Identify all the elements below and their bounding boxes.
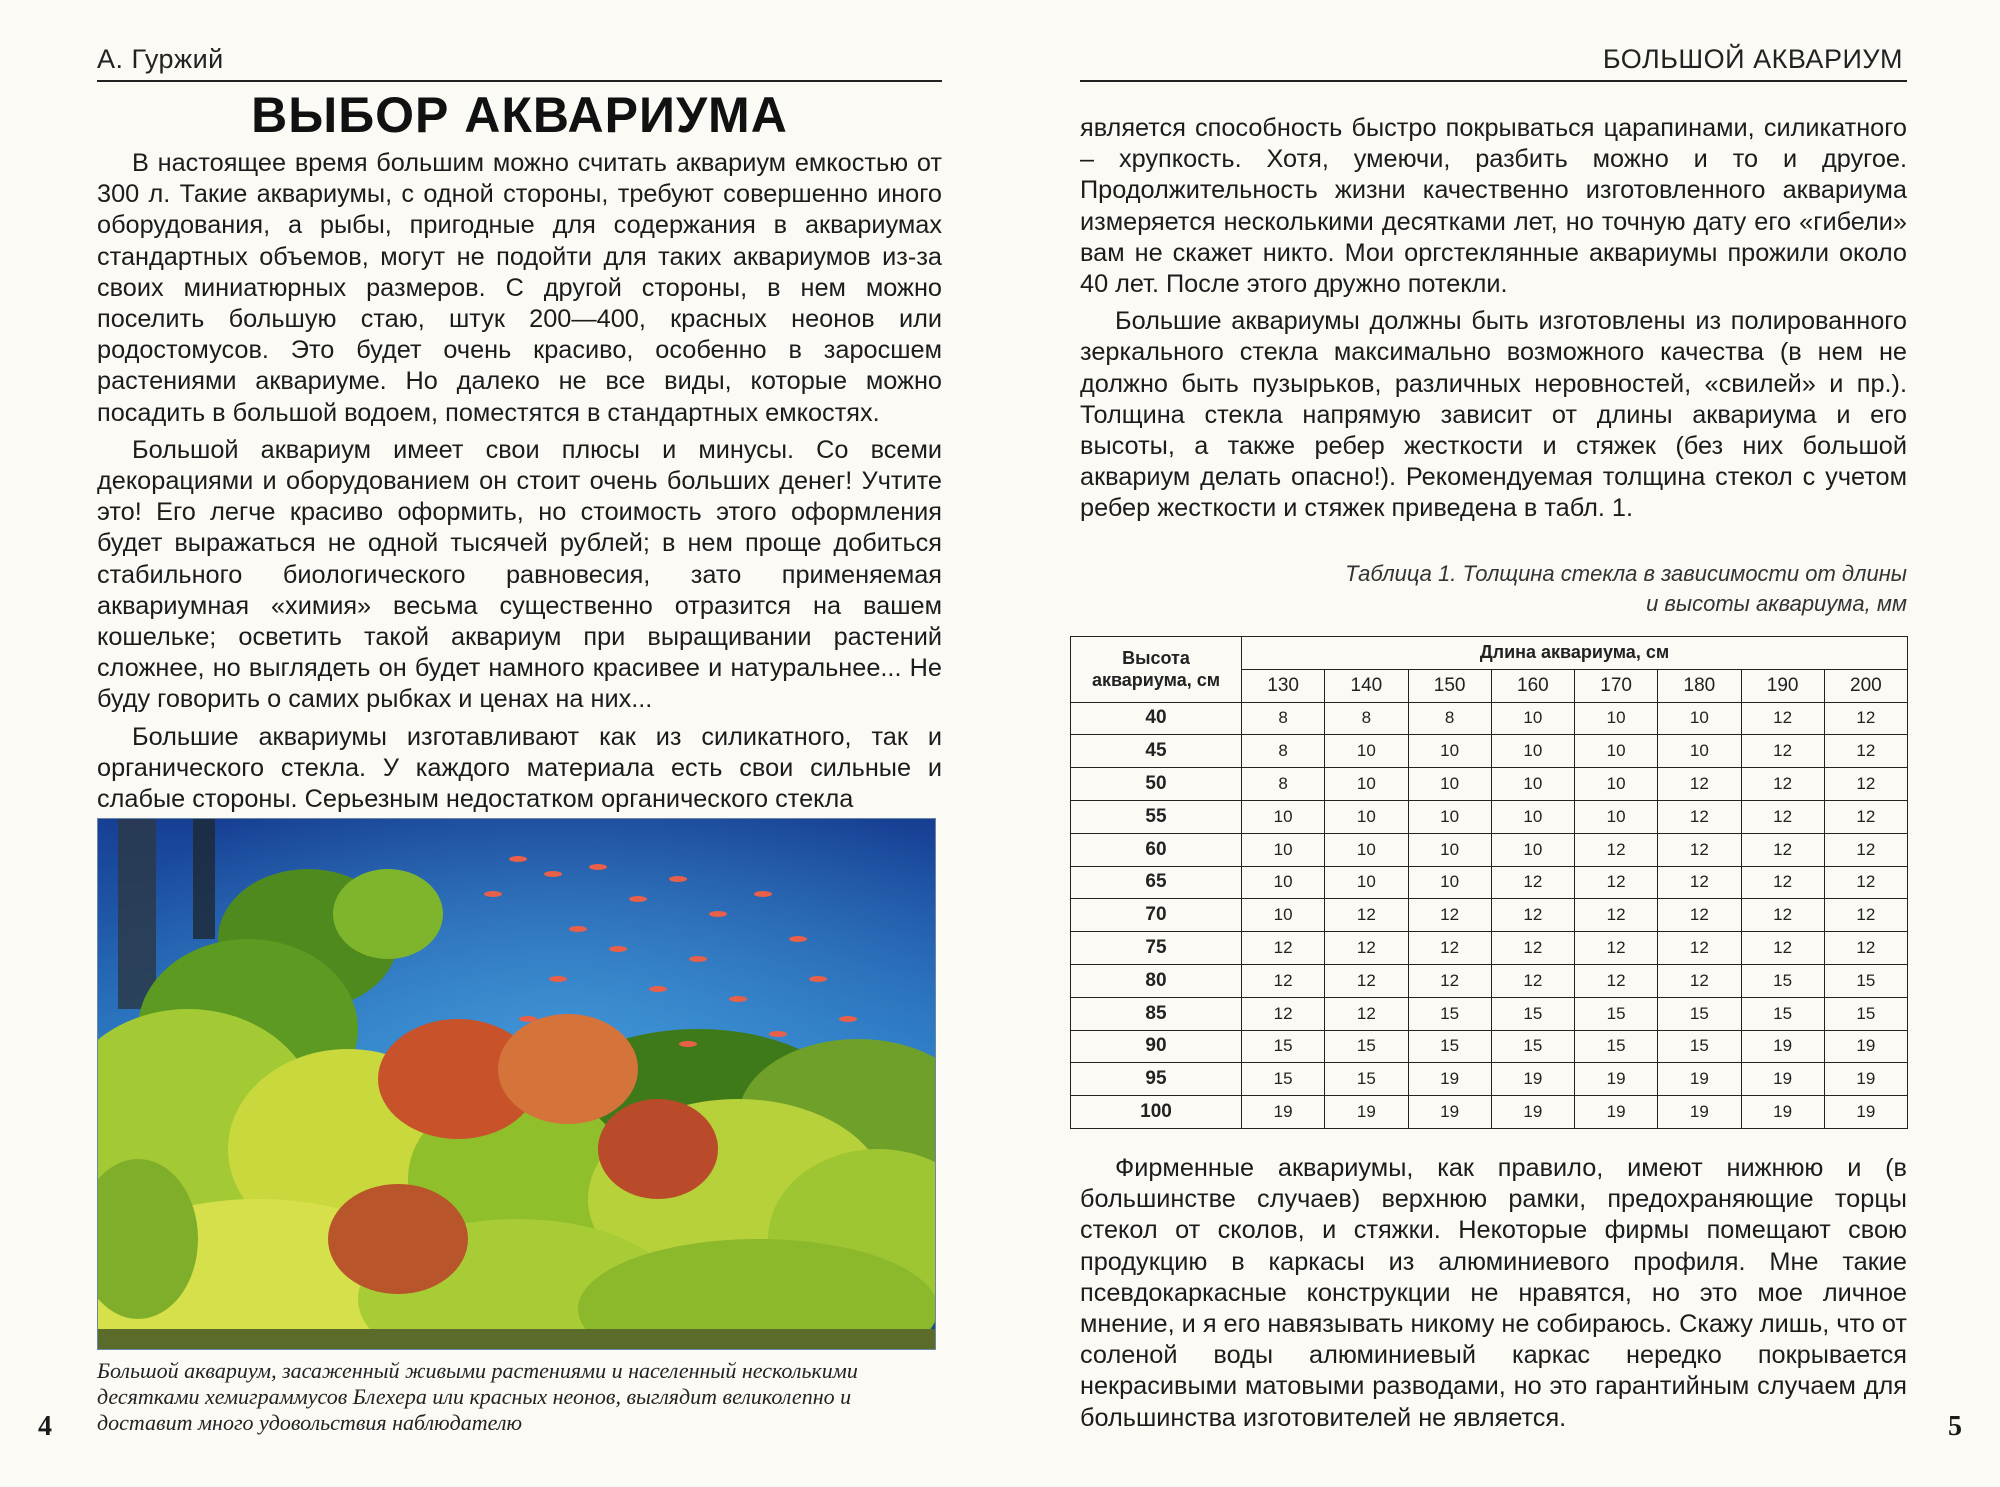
thickness-cell: 12 xyxy=(1242,997,1325,1030)
thickness-cell: 15 xyxy=(1242,1063,1325,1096)
height-cell: 65 xyxy=(1071,866,1242,899)
height-cell: 45 xyxy=(1071,735,1242,768)
thickness-cell: 15 xyxy=(1741,964,1824,997)
thickness-cell: 10 xyxy=(1325,866,1408,899)
thickness-cell: 10 xyxy=(1242,866,1325,899)
height-cell: 40 xyxy=(1071,702,1242,735)
thickness-cell: 12 xyxy=(1325,932,1408,965)
table-corner-header: Высота аквариума, см xyxy=(1071,637,1242,703)
thickness-cell: 19 xyxy=(1658,1063,1741,1096)
thickness-cell: 10 xyxy=(1491,702,1574,735)
thickness-cell: 12 xyxy=(1658,899,1741,932)
aquarium-photo xyxy=(97,818,936,1350)
thickness-cell: 19 xyxy=(1658,1096,1741,1129)
thickness-cell: 15 xyxy=(1658,997,1741,1030)
right-page xyxy=(1000,0,2000,1487)
height-cell: 90 xyxy=(1071,1030,1242,1063)
thickness-cell: 10 xyxy=(1575,702,1658,735)
filter-pipe xyxy=(118,819,156,1009)
thickness-cell: 12 xyxy=(1741,866,1824,899)
length-header-cell: 190 xyxy=(1741,669,1824,702)
thickness-cell: 12 xyxy=(1491,964,1574,997)
thickness-cell: 12 xyxy=(1325,899,1408,932)
thickness-cell: 15 xyxy=(1491,1030,1574,1063)
thickness-cell: 10 xyxy=(1242,833,1325,866)
thickness-cell: 10 xyxy=(1658,735,1741,768)
thickness-cell: 12 xyxy=(1658,833,1741,866)
thickness-cell: 12 xyxy=(1824,866,1907,899)
thickness-cell: 8 xyxy=(1242,702,1325,735)
height-cell: 50 xyxy=(1071,768,1242,801)
thickness-cell: 10 xyxy=(1491,800,1574,833)
length-header-cell: 160 xyxy=(1491,669,1574,702)
running-head-section: БОЛЬШОЙ АКВАРИУМ xyxy=(1602,44,1903,74)
table-row xyxy=(1071,768,1908,801)
thickness-cell: 12 xyxy=(1242,964,1325,997)
running-head-author: А. Гуржий xyxy=(97,44,224,74)
height-cell: 55 xyxy=(1071,800,1242,833)
length-header-cell: 200 xyxy=(1824,669,1907,702)
thickness-cell: 12 xyxy=(1325,964,1408,997)
thickness-cell: 8 xyxy=(1325,702,1408,735)
thickness-cell: 15 xyxy=(1658,1030,1741,1063)
height-cell: 85 xyxy=(1071,997,1242,1030)
page-number: 5 xyxy=(1948,1411,1962,1442)
thickness-cell: 15 xyxy=(1242,1030,1325,1063)
thickness-cell: 12 xyxy=(1824,800,1907,833)
thickness-cell: 10 xyxy=(1408,866,1491,899)
page-number: 4 xyxy=(38,1411,52,1442)
height-cell: 70 xyxy=(1071,899,1242,932)
thickness-cell: 12 xyxy=(1658,964,1741,997)
thickness-cell: 10 xyxy=(1491,768,1574,801)
thickness-cell: 12 xyxy=(1741,768,1824,801)
table-caption xyxy=(1080,559,1907,619)
thickness-cell: 15 xyxy=(1824,997,1907,1030)
thickness-cell: 12 xyxy=(1575,964,1658,997)
paragraph: является способность быстро покрываться царапинами, силикатного – хрупкость. Хотя, умеючи, разбить можно и то и другое. Продолжительность жизни качественно изготовленного аквариума измеряется несколькими десятками лет, но точную дату его «гибели» вам не скажет никто. Мои оргстеклянные аквариумы прожили около 40 лет. После этого дружно потекли. xyxy=(1080,114,1907,299)
height-cell: 60 xyxy=(1071,833,1242,866)
thickness-cell: 19 xyxy=(1824,1030,1907,1063)
thickness-cell: 12 xyxy=(1741,702,1824,735)
thickness-cell: 15 xyxy=(1741,997,1824,1030)
thickness-cell: 12 xyxy=(1824,735,1907,768)
thickness-cell: 12 xyxy=(1824,932,1907,965)
thickness-cell: 12 xyxy=(1741,800,1824,833)
table-row xyxy=(1071,899,1908,932)
right-body-text-top xyxy=(1080,113,1907,531)
table-caption-line: и высоты аквариума, мм xyxy=(1646,591,1907,616)
thickness-cell: 10 xyxy=(1408,768,1491,801)
table-row xyxy=(1071,833,1908,866)
thickness-cell: 12 xyxy=(1658,800,1741,833)
table-row xyxy=(1071,800,1908,833)
thickness-cell: 19 xyxy=(1491,1096,1574,1129)
length-header-cell: 180 xyxy=(1658,669,1741,702)
thickness-cell: 12 xyxy=(1491,932,1574,965)
table-row xyxy=(1071,1030,1908,1063)
thickness-cell: 10 xyxy=(1242,899,1325,932)
thickness-cell: 12 xyxy=(1658,866,1741,899)
left-body-text xyxy=(97,148,942,821)
paragraph: Большой аквариум имеет свои плюсы и минусы. Со всеми декорациями и оборудованием он стоит очень больших денег! Учтите это! Его легче красиво оформить, но стоимость этого оформления будет выражаться не одной тысячей рублей; в нем проще добиться стабильного биологического равновесия, зато применяемая аквариумная «химия» весьма существенно отразится на вашем кошельке; осветить такой аквариум при выращивании растений сложнее, но выглядеть он будет намного красивее и натуральнее... Не буду говорить о самих рыбках и ценах на них... xyxy=(97,435,942,714)
thickness-cell: 12 xyxy=(1408,964,1491,997)
thickness-cell: 19 xyxy=(1408,1096,1491,1129)
thickness-cell: 12 xyxy=(1575,833,1658,866)
table-row xyxy=(1071,702,1908,735)
thickness-cell: 8 xyxy=(1242,735,1325,768)
thickness-cell: 12 xyxy=(1824,899,1907,932)
thickness-cell: 12 xyxy=(1741,735,1824,768)
thickness-cell: 12 xyxy=(1658,932,1741,965)
thickness-cell: 12 xyxy=(1824,702,1907,735)
length-header-cell: 170 xyxy=(1575,669,1658,702)
thickness-cell: 19 xyxy=(1741,1063,1824,1096)
table-row xyxy=(1071,932,1908,965)
length-header-cell: 140 xyxy=(1325,669,1408,702)
table-row xyxy=(1071,997,1908,1030)
thickness-cell: 10 xyxy=(1242,800,1325,833)
thickness-cell: 15 xyxy=(1408,997,1491,1030)
right-body-text-bottom xyxy=(1080,1153,1907,1440)
paragraph: Большие аквариумы должны быть изготовлены из полированного зеркального стекла максимально возможного качества (в нем не должно быть пузырьков, различных неровностей, «свилей» и пр.). Толщина стекла напрямую зависит от длины аквариума и его высоты, а также ребер жесткости и стяжек (без них большой аквариум делать опасно!). Рекомендуемая толщина стекол с учетом ребер жесткости и стяжек приведена в табл. 1. xyxy=(1080,307,1907,523)
thickness-cell: 12 xyxy=(1491,866,1574,899)
table-length-header: Длина аквариума, см xyxy=(1242,637,1908,670)
paragraph: Большие аквариумы изготавливают как из силикатного, так и органического стекла. У каждого материала есть свои сильные и слабые стороны. Серьезным недостатком органического стекла xyxy=(97,722,942,814)
thickness-cell: 12 xyxy=(1741,932,1824,965)
thickness-cell: 15 xyxy=(1824,964,1907,997)
thickness-cell: 19 xyxy=(1824,1063,1907,1096)
thickness-cell: 10 xyxy=(1658,702,1741,735)
paragraph: В настоящее время большим можно считать аквариум емкостью от 300 л. Такие аквариумы, с одной стороны, требуют совершенно иного оборудования, а рыбы, пригодные для содержания в аквариумах стандартных объемов, могут не подойти для таких аквариумов из-за своих миниатюрных размеров. С другой стороны, в нем можно поселить большую стаю, штук 200—400, красных неонов или родостомусов. Это будет очень красиво, особенно в заросшем растениями аквариуме. Но далеко не все виды, которые можно посадить в большой водоем, поместятся в стандартных емкостях. xyxy=(97,149,942,427)
header-rule xyxy=(1080,80,1907,82)
thickness-cell: 12 xyxy=(1408,932,1491,965)
paragraph: Фирменные аквариумы, как правило, имеют нижнюю и (в большинстве случаев) верхнюю рамки, предохраняющие торцы стекол от сколов, и стяжки. Некоторые фирмы помещают свою продукцию в каркасы из алюминиевого профиля. Мне такие псевдокаркасные конструкции не нравятся, но это мое личное мнение, и я его навязывать никому не собираюсь. Скажу лишь, что от соленой воды алюминиевый каркас нередко покрывается некрасивыми матовыми разводами, но это гарантийным случаем для большинства изготовителей не является. xyxy=(1080,1154,1908,1432)
height-cell: 80 xyxy=(1071,964,1242,997)
glass-thickness-table xyxy=(1070,636,1908,1129)
thickness-cell: 19 xyxy=(1242,1096,1325,1129)
thickness-cell: 12 xyxy=(1575,866,1658,899)
chapter-title: ВЫБОР АКВАРИУМА xyxy=(251,87,788,143)
header-rule xyxy=(97,80,942,82)
thickness-cell: 12 xyxy=(1408,899,1491,932)
thickness-cell: 15 xyxy=(1491,997,1574,1030)
thickness-cell: 10 xyxy=(1575,800,1658,833)
thickness-cell: 10 xyxy=(1325,768,1408,801)
thickness-cell: 19 xyxy=(1325,1096,1408,1129)
thickness-cell: 10 xyxy=(1325,735,1408,768)
thickness-cell: 10 xyxy=(1408,800,1491,833)
thickness-cell: 19 xyxy=(1575,1063,1658,1096)
aquarium-illustration xyxy=(98,819,935,1349)
thickness-cell: 12 xyxy=(1491,899,1574,932)
photo-caption: Большой аквариум, засаженный живыми растениями и населенный несколькими десятками хемиграммусов Блехера или красных неонов, выглядит великолепно и доставит много удовольствия наблюдателю xyxy=(97,1358,858,1435)
thickness-cell: 8 xyxy=(1242,768,1325,801)
thickness-cell: 12 xyxy=(1824,833,1907,866)
thickness-cell: 19 xyxy=(1491,1063,1574,1096)
thickness-cell: 10 xyxy=(1491,735,1574,768)
thickness-cell: 12 xyxy=(1575,899,1658,932)
table-row xyxy=(1071,1063,1908,1096)
thickness-cell: 10 xyxy=(1575,735,1658,768)
thickness-cell: 12 xyxy=(1824,768,1907,801)
thickness-cell: 15 xyxy=(1325,1063,1408,1096)
thickness-cell: 12 xyxy=(1741,833,1824,866)
table-row xyxy=(1071,866,1908,899)
thickness-cell: 19 xyxy=(1408,1063,1491,1096)
thickness-cell: 19 xyxy=(1824,1096,1907,1129)
height-cell: 95 xyxy=(1071,1063,1242,1096)
thickness-cell: 10 xyxy=(1575,768,1658,801)
length-header-cell: 150 xyxy=(1408,669,1491,702)
table-row xyxy=(1071,735,1908,768)
table-caption-line: Таблица 1. Толщина стекла в зависимости от длины xyxy=(1345,561,1907,586)
thickness-cell: 10 xyxy=(1408,735,1491,768)
thickness-cell: 15 xyxy=(1575,1030,1658,1063)
thickness-cell: 12 xyxy=(1325,997,1408,1030)
height-cell: 100 xyxy=(1071,1096,1242,1129)
table-row xyxy=(1071,964,1908,997)
thickness-cell: 10 xyxy=(1325,800,1408,833)
height-cell: 75 xyxy=(1071,932,1242,965)
thickness-cell: 12 xyxy=(1741,899,1824,932)
thickness-cell: 10 xyxy=(1408,833,1491,866)
thickness-cell: 10 xyxy=(1325,833,1408,866)
thickness-cell: 10 xyxy=(1491,833,1574,866)
thickness-cell: 15 xyxy=(1408,1030,1491,1063)
thickness-cell: 12 xyxy=(1575,932,1658,965)
thickness-cell: 15 xyxy=(1575,997,1658,1030)
substrate xyxy=(98,1329,935,1349)
thickness-cell: 12 xyxy=(1658,768,1741,801)
thickness-cell: 19 xyxy=(1741,1030,1824,1063)
thickness-cell: 19 xyxy=(1741,1096,1824,1129)
thickness-cell: 12 xyxy=(1242,932,1325,965)
length-header-cell: 130 xyxy=(1242,669,1325,702)
thickness-cell: 19 xyxy=(1575,1096,1658,1129)
thickness-cell: 15 xyxy=(1325,1030,1408,1063)
table-row xyxy=(1071,1096,1908,1129)
thickness-cell: 8 xyxy=(1408,702,1491,735)
